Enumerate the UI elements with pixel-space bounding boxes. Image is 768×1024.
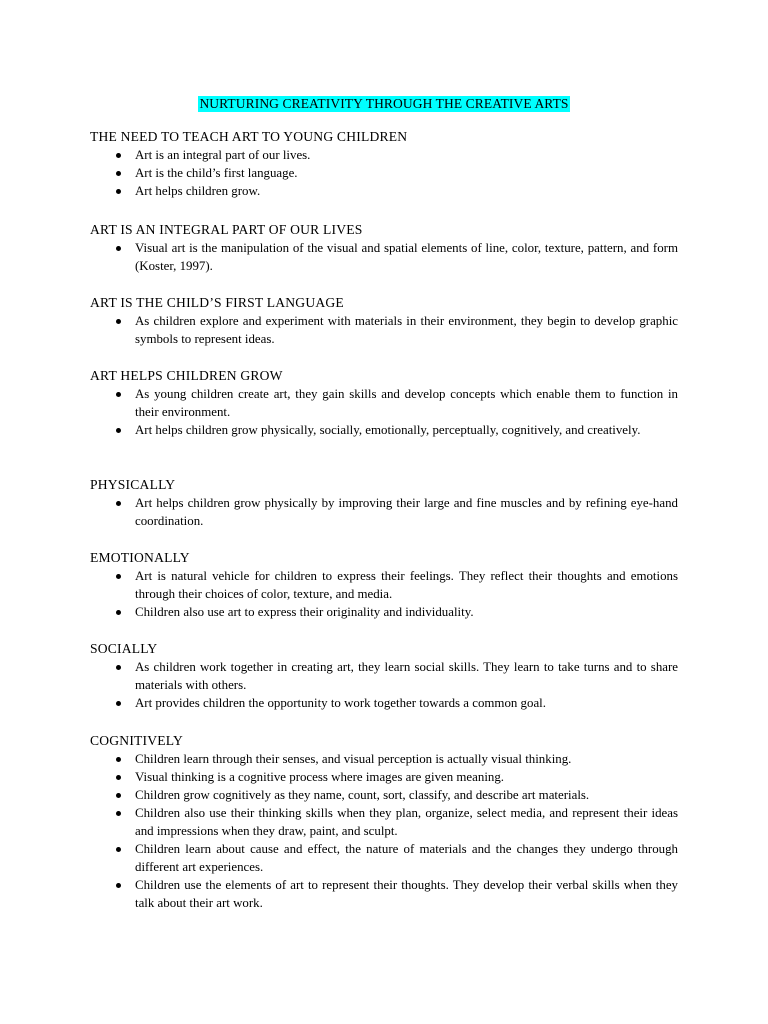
bullet-list — [90, 567, 678, 621]
bullet-icon — [116, 171, 121, 176]
bullet-icon — [116, 189, 121, 194]
bullet-icon — [116, 665, 121, 670]
bullet-list — [90, 385, 678, 439]
bullet-item — [90, 494, 678, 530]
section-emotionally — [90, 549, 678, 621]
bullet-icon — [116, 392, 121, 397]
section-heading: SOCIALLY — [90, 641, 158, 656]
bullet-item — [90, 694, 678, 712]
bullet-text: As children work together in creating art, they learn social skills. They learn to take turns and to share materials with others. — [135, 660, 678, 692]
bullet-item — [90, 658, 678, 694]
bullet-item — [90, 182, 678, 200]
bullet-text: Visual thinking is a cognitive process where images are given meaning. — [135, 770, 505, 784]
bullet-text: Art provides children the opportunity to work together towards a common goal. — [135, 696, 546, 710]
bullet-icon — [116, 701, 121, 706]
section-heading: PHYSICALLY — [90, 477, 176, 492]
bullet-text: Children also use art to express their originality and individuality. — [135, 605, 474, 619]
section-heading: EMOTIONALLY — [90, 550, 190, 565]
bullet-item — [90, 164, 678, 182]
section-helps-children-grow — [90, 367, 678, 439]
section-integral-part — [90, 221, 678, 275]
section-first-language — [90, 294, 678, 348]
section-socially — [90, 640, 678, 712]
bullet-item — [90, 146, 678, 164]
bullet-text: As children explore and experiment with materials in their environment, they begin to develop graphic symbols to represent ideas. — [135, 314, 678, 346]
bullet-icon — [116, 428, 121, 433]
section-heading: ART IS THE CHILD’S FIRST LANGUAGE — [90, 295, 344, 310]
bullet-item — [90, 239, 678, 275]
bullet-item — [90, 750, 678, 768]
bullet-list — [90, 658, 678, 712]
bullet-text: Visual art is the manipulation of the visual and spatial elements of line, color, texture, pattern, and form (Koster, 1997). — [135, 241, 678, 273]
section-heading: THE NEED TO TEACH ART TO YOUNG CHILDREN — [90, 129, 408, 144]
bullet-item — [90, 876, 678, 912]
bullet-item — [90, 768, 678, 786]
bullet-item — [90, 786, 678, 804]
bullet-item — [90, 567, 678, 603]
bullet-item — [90, 385, 678, 421]
bullet-text: Art is natural vehicle for children to express their feelings. They reflect their thoughts and emotions through their choices of color, texture, and media. — [135, 569, 678, 601]
bullet-icon — [116, 883, 121, 888]
bullet-icon — [116, 811, 121, 816]
bullet-item — [90, 312, 678, 348]
bullet-item — [90, 421, 678, 439]
bullet-list — [90, 750, 678, 912]
bullet-item — [90, 804, 678, 840]
bullet-text: Art helps children grow. — [135, 184, 261, 198]
bullet-text: Art is an integral part of our lives. — [135, 148, 311, 162]
bullet-icon — [116, 153, 121, 158]
bullet-list — [90, 239, 678, 275]
bullet-icon — [116, 775, 121, 780]
bullet-icon — [116, 793, 121, 798]
bullet-icon — [116, 246, 121, 251]
bullet-icon — [116, 757, 121, 762]
bullet-icon — [116, 501, 121, 506]
section-heading: ART IS AN INTEGRAL PART OF OUR LIVES — [90, 222, 363, 237]
bullet-text: Art helps children grow physically by improving their large and fine muscles and by refining eye-hand coordination. — [135, 496, 678, 528]
bullet-text: Children use the elements of art to represent their thoughts. They develop their verbal skills when they talk about their art work. — [135, 878, 678, 910]
bullet-icon — [116, 847, 121, 852]
bullet-text: Art is the child’s first language. — [135, 166, 298, 180]
section-physically — [90, 476, 678, 530]
bullet-list — [90, 494, 678, 530]
bullet-text: Children learn about cause and effect, the nature of materials and the changes they undergo through different art experiences. — [135, 842, 678, 874]
section-need-to-teach-art — [90, 128, 678, 200]
bullet-icon — [116, 574, 121, 579]
section-heading: ART HELPS CHILDREN GROW — [90, 368, 283, 383]
bullet-text: Children grow cognitively as they name, count, sort, classify, and describe art materials. — [135, 788, 590, 802]
bullet-text: Art helps children grow physically, socially, emotionally, perceptually, cognitively, and creatively. — [135, 423, 641, 437]
bullet-item — [90, 840, 678, 876]
bullet-text: Children also use their thinking skills when they plan, organize, select media, and represent their ideas and impressions when they draw, paint, and sculpt. — [135, 806, 678, 838]
section-cognitively — [90, 732, 678, 912]
bullet-text: Children learn through their senses, and visual perception is actually visual thinking. — [135, 752, 572, 766]
bullet-item — [90, 603, 678, 621]
section-heading: COGNITIVELY — [90, 733, 183, 748]
bullet-icon — [116, 610, 121, 615]
bullet-icon — [116, 319, 121, 324]
document-title: NURTURING CREATIVITY THROUGH THE CREATIVE ARTS — [199, 96, 569, 111]
title-container — [0, 95, 768, 113]
bullet-text: As young children create art, they gain skills and develop concepts which enable them to function in their environment. — [135, 387, 678, 419]
bullet-list — [90, 146, 678, 200]
bullet-list — [90, 312, 678, 348]
